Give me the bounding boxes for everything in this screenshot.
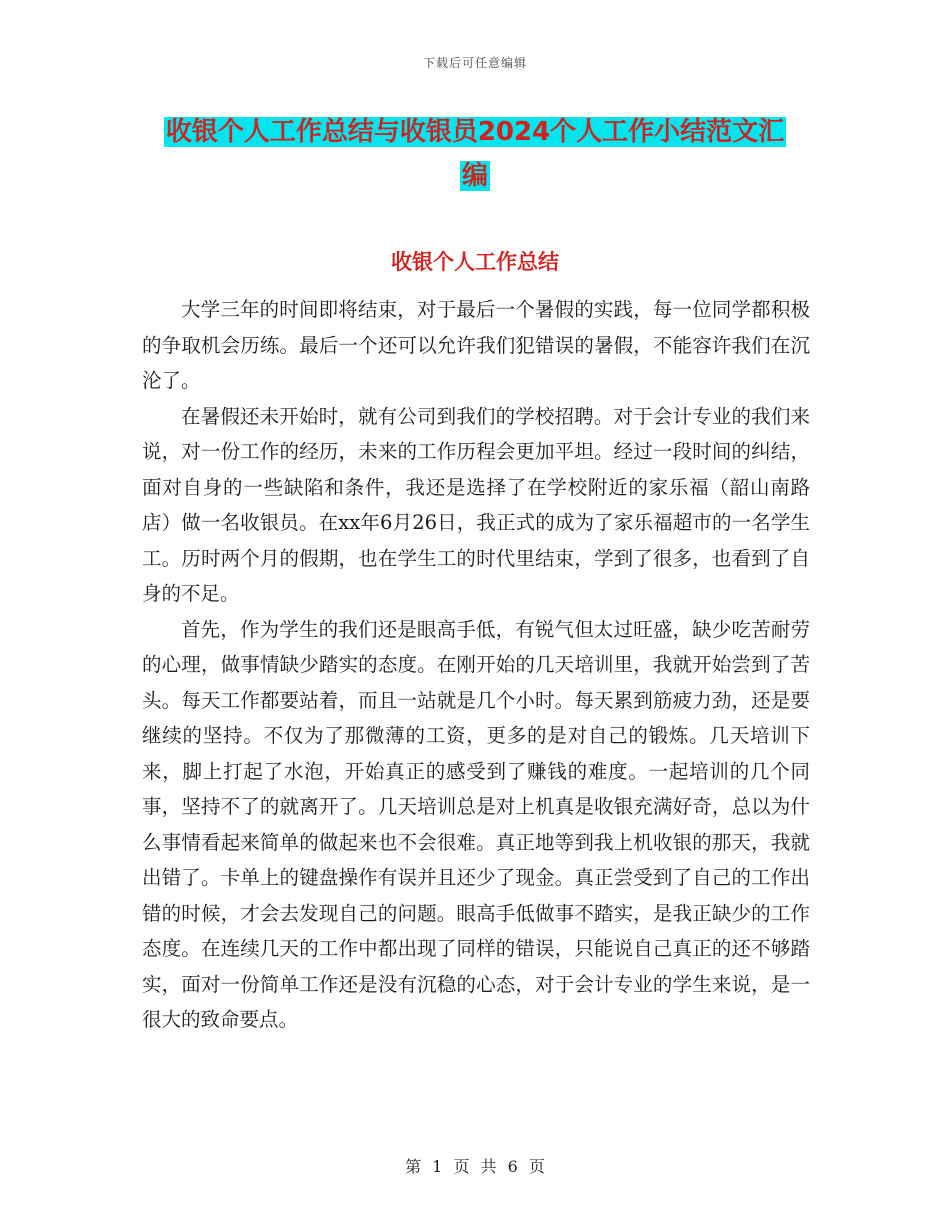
document-title-line-2: 编: [461, 161, 488, 191]
section-title: 收银个人工作总结: [391, 250, 559, 274]
page-header: 下载后可任意编辑: [422, 56, 527, 70]
page-footer: 第 1 页 共 6 页: [405, 1157, 545, 1176]
document-body: [142, 292, 810, 1038]
document-title: [140, 110, 810, 198]
paragraph-2: 在暑假还未开始时，就有公司到我们的学校招聘。对于会计专业的我们来说，对一份工作的经历，未来的工作历程会更加平坦。经过一段时间的纠结，面对自身的一些缺陷和条件，我还是选择了在学校附近的家乐福（韶山南路店）做一名收银员。在xx年6月26日，我正式的成为了家乐福超市的一名学生工。历时两个月的假期，也在学生工的时代里结束，学到了很多，也看到了自身的不足。: [142, 404, 810, 605]
paragraph-3: 首先，作为学生的我们还是眼高手低，有锐气但太过旺盛，缺少吃苦耐劳的心理，做事情缺少踏实的态度。在刚开始的几天培训里，我就开始尝到了苦头。每天工作都要站着，而且一站就是几个小时。每天累到筋疲力劲，还是要继续的坚持。不仅为了那微薄的工资，更多的是对自己的锻炼。几天培训下来，脚上打起了水泡，开始真正的感受到了赚钱的难度。一起培训的几个同事，坚持不了的就离开了。几天培训总是对上机真是收银充满好奇，总以为什么事情看起来简单的做起来也不会很难。真正地等到我上机收银的那天，我就出错了。卡单上的键盘操作有误并且还少了现金。真正尝受到了自己的工作出错的时候，才会去发现自己的问题。眼高手低做事不踏实，是我正缺少的工作态度。在连续几天的工作中都出现了同样的错误，只能说自己真正的还不够踏实，面对一份简单工作还是没有沉稳的心态，对于会计专业的学生来说，是一很大的致命要点。: [142, 617, 810, 1031]
paragraph-1: 大学三年的时间即将结束，对于最后一个暑假的实践，每一位同学都积极的争取机会历练。最后一个还可以允许我们犯错误的暑假，不能容许我们在沉沦了。: [142, 298, 810, 392]
document-title-line-1: 收银个人工作总结与收银员2024个人工作小结范文汇: [165, 117, 785, 147]
